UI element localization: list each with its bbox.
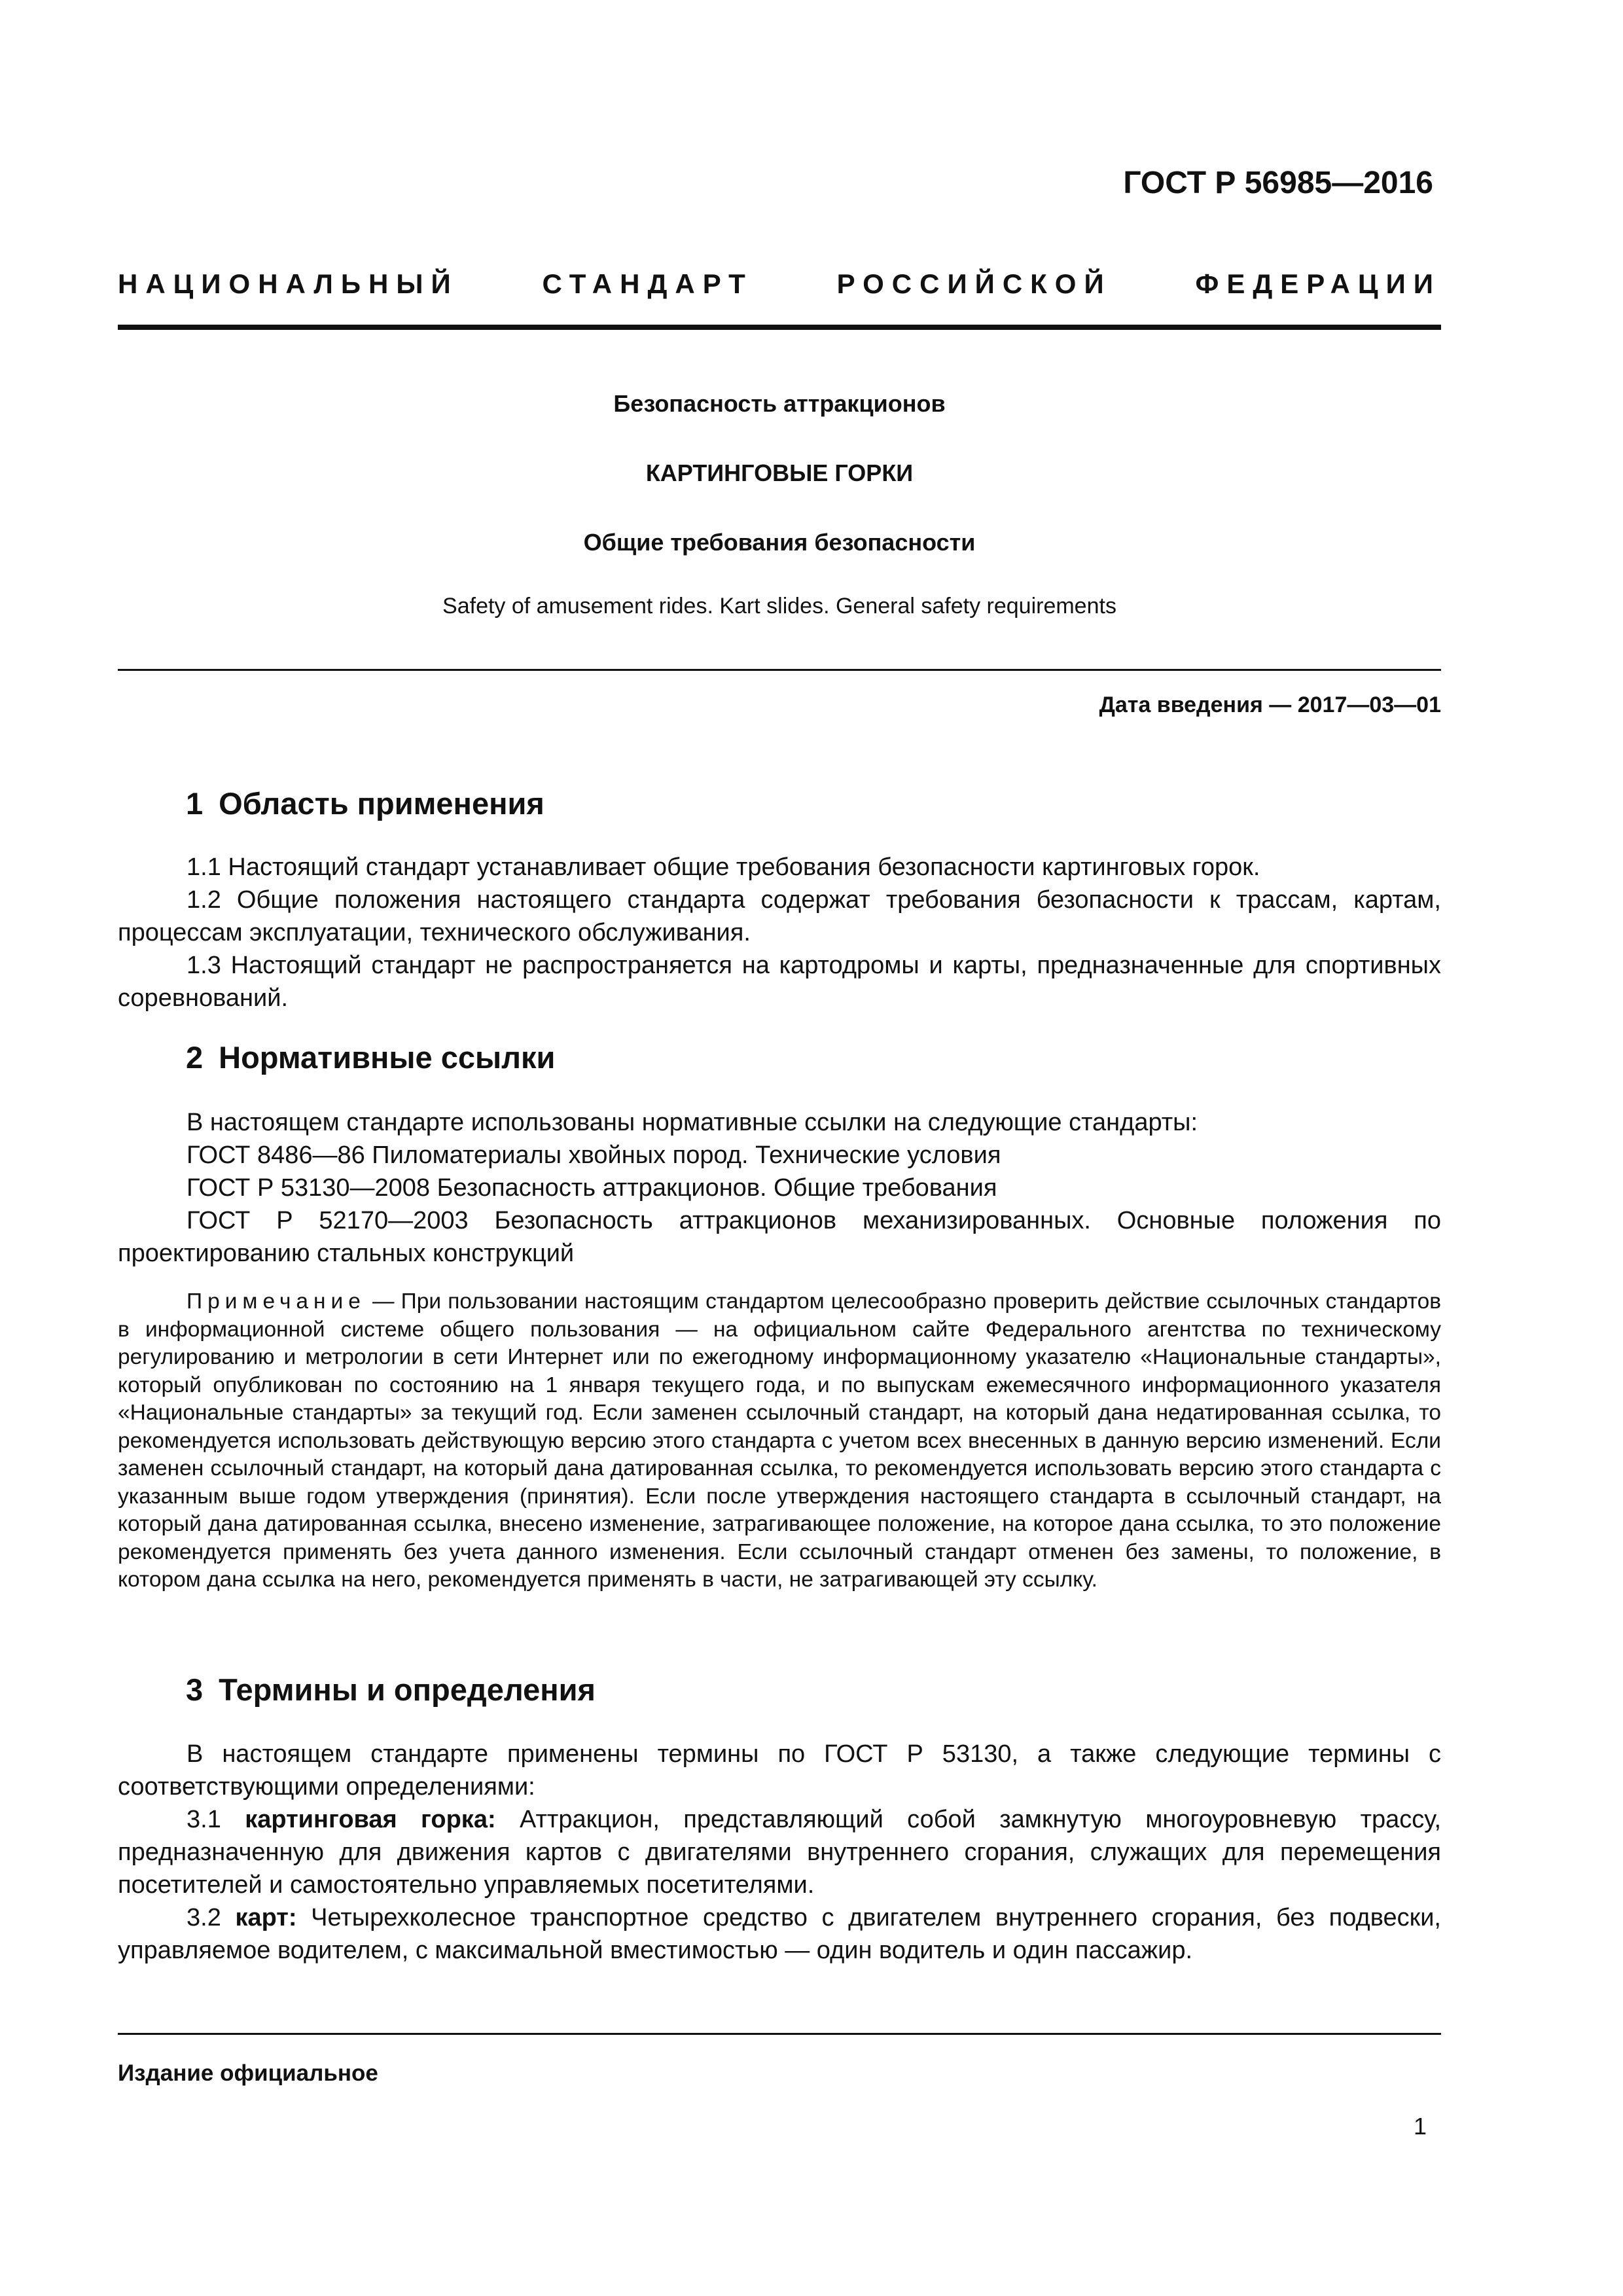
section-title: Нормативные ссылки	[219, 1040, 556, 1075]
page-number: 1	[1413, 2113, 1427, 2140]
reference-item: ГОСТ Р 52170—2003 Безопасность аттракционов механизированных. Основные положения по проектированию стальных конструкций	[118, 1207, 1441, 1267]
section-3-heading	[186, 1672, 596, 1708]
terms-intro: В настоящем стандарте применены термины по ГОСТ Р 53130, а также следующие термины с соответствующими определениями:	[118, 1740, 1441, 1801]
header-divider	[118, 325, 1441, 330]
document-code: ГОСТ Р 56985—2016	[1123, 166, 1433, 200]
paragraph-1-1: 1.1 Настоящий стандарт устанавливает общие требования безопасности картинговых горок.	[187, 853, 1260, 881]
reference-item: ГОСТ 8486—86 Пиломатериалы хвойных пород. Технические условия	[187, 1141, 1001, 1169]
term-text: Аттракцион, представляющий собой замкнутую многоуровневую трассу, предназначенную для движения картов с двигателями внутреннего сгорания, служащих для перемещения посетителей и самостоятельно управляемых посетителями.	[118, 1806, 1442, 1899]
footer-divider	[118, 2033, 1441, 2035]
section-3-body	[118, 1738, 1441, 1967]
term-definition	[118, 1901, 1441, 1967]
document-subtitle: Общие требования безопасности	[583, 529, 976, 556]
references-note	[118, 1288, 1441, 1594]
term-name: картинговая горка:	[245, 1806, 496, 1833]
note-text: — При пользовании настоящим стандартом целесообразно проверить действие ссылочных стандартов в информационной системе общего пользования — на официальном сайте Федерального агентства по техническому регулированию и метрологии в сети Интернет или по ежегодному информационному указателю «Национальные стандарты», который опубликован по состоянию на 1 января текущего года, и по выпускам ежемесячного информационного указателя «Национальные стандарты» за текущий год. Если заменен ссылочный стандарт, на который дана недатированная ссылка, то рекомендуется использовать действующую версию этого стандарта с учетом всех внесенных в данную версию изменений. Если заменен ссылочный стандарт, на который дана датированная ссылка, то рекомендуется использовать версию этого стандарта с указанным выше годом утверждения (принятия). Если после утверждения настоящего стандарта в ссылочный стандарт, на который дана датированная ссылка, внесено изменение, затрагивающее положение, на которое дана ссылка, то это положение рекомендуется применять без учета данного изменения. Если ссылочный стандарт отменен без замены, то положение, в котором дана ссылка на него, рекомендуется применять в части, не затрагивающей эту ссылку.	[118, 1289, 1441, 1592]
standard-title: НАЦИОНАЛЬНЫЙ СТАНДАРТ РОССИЙСКОЙ ФЕДЕРАЦИИ	[118, 268, 1441, 299]
references-intro: В настоящем стандарте использованы нормативные ссылки на следующие стандарты:	[187, 1109, 1198, 1136]
section-1-heading	[186, 785, 544, 821]
section-number: 1	[186, 786, 204, 821]
section-2-heading	[186, 1039, 555, 1075]
introduction-date: Дата введения — 2017—03—01	[1099, 692, 1441, 717]
term-text: Четырехколесное транспортное средство с двигателем внутреннего сгорания, без подвески, управляемое водителем, с максимальной вместимостью — один водитель и один пассажир.	[118, 1904, 1441, 1964]
term-number: 3.2	[187, 1904, 221, 1931]
note-label: Примечание	[187, 1289, 366, 1314]
section-title: Термины и определения	[219, 1672, 596, 1707]
section-title: Область применения	[219, 786, 544, 821]
official-edition-label: Издание официальное	[118, 2060, 378, 2086]
reference-item: ГОСТ Р 53130—2008 Безопасность аттракционов. Общие требования	[187, 1174, 997, 1202]
paragraph-1-2: 1.2 Общие положения настоящего стандарта содержат требования безопасности к трассам, картам, процессам эксплуатации, технического обслуживания.	[118, 886, 1441, 946]
document-english-title: Safety of amusement rides. Kart slides. General safety requirements	[442, 594, 1116, 619]
term-name: карт:	[235, 1904, 297, 1931]
paragraph-1-3: 1.3 Настоящий стандарт не распространяется на картодромы и карты, предназначенные для спортивных соревнований.	[118, 952, 1441, 1012]
document-main-title: КАРТИНГОВЫЕ ГОРКИ	[645, 459, 914, 486]
document-category: Безопасность аттракционов	[613, 390, 946, 417]
section-number: 2	[186, 1040, 204, 1075]
title-divider	[118, 669, 1441, 671]
section-2-body	[118, 1106, 1441, 1270]
term-number: 3.1	[187, 1806, 221, 1833]
term-definition	[118, 1803, 1441, 1901]
section-1-body	[118, 851, 1441, 1014]
section-number: 3	[186, 1672, 204, 1707]
